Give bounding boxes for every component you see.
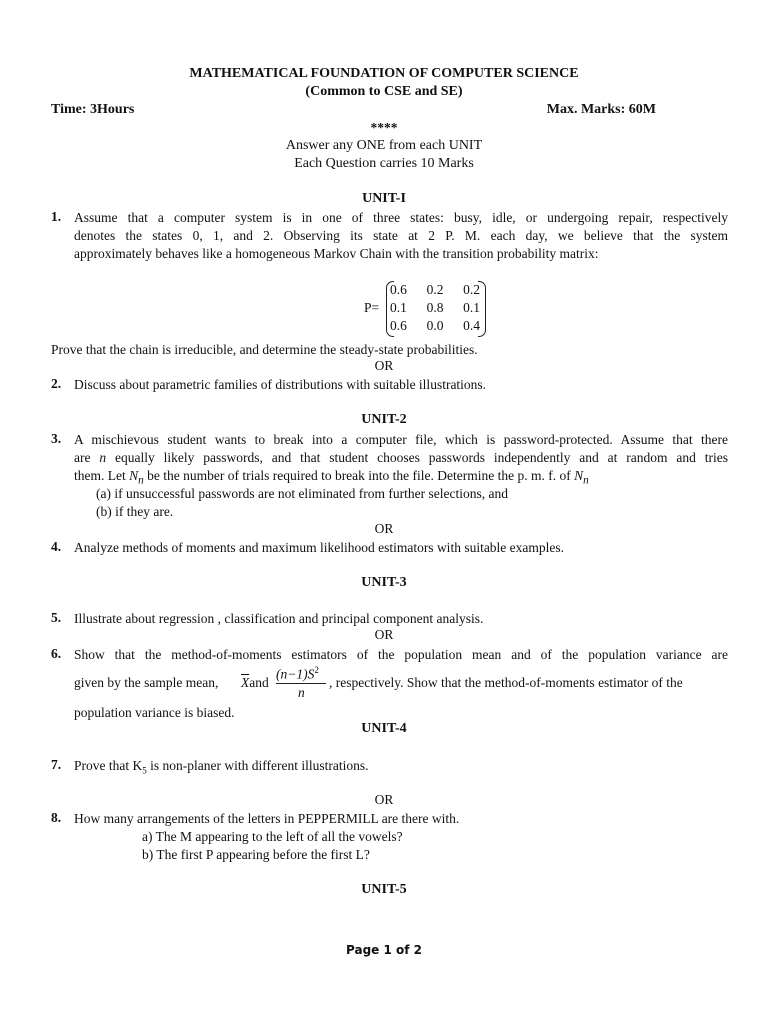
matrix-cell: 0.2 (463, 282, 480, 297)
math-symbol: N (574, 468, 584, 483)
matrix-row (390, 282, 480, 298)
question-4-text: Analyze methods of moments and maximum likelihood estimators with suitable examples. (74, 540, 565, 555)
or-separator: OR (374, 792, 394, 807)
question-3-line-1: A mischievous student wants to break into a computer file, which is password-protected. Assume that there (74, 432, 728, 447)
question-7-text (74, 757, 368, 780)
question-6-line-1: Show that the method-of-moments estimators of the population mean and of the population variance are (74, 647, 728, 662)
question-number-8: 8. (51, 810, 62, 825)
matrix-cell: 0.6 (390, 318, 407, 333)
question-1-line-1: Assume that a computer system is in one of three states: busy, idle, or undergoing repair, respectively (74, 210, 728, 225)
matrix-cell: 0.1 (463, 300, 480, 315)
page-number: Page 1 of 2 (346, 943, 422, 957)
subscript: 5 (142, 765, 147, 776)
unit-heading-4: UNIT-4 (361, 721, 407, 736)
text-segment: be the number of trials required to break into the file. Determine the p. m. f. of (143, 468, 575, 483)
or-separator: OR (374, 358, 394, 373)
text-segment: are (74, 450, 100, 465)
math-symbol: N (129, 468, 139, 483)
math-symbol: n (99, 450, 107, 465)
question-number-7: 7. (51, 757, 62, 772)
question-number-1: 1. (51, 209, 62, 224)
question-8-part-a: a) The M appearing to the left of all the vowels? (142, 829, 403, 844)
question-1-line-2: denotes the states 0, 1, and 2. Observing its state at 2 P. M. each day, we believe that the system (74, 228, 728, 243)
exam-subtitle: (Common to CSE and SE) (305, 84, 463, 99)
question-number-5: 5. (51, 610, 62, 625)
or-separator: OR (374, 627, 394, 642)
unit-heading-5: UNIT-5 (361, 882, 407, 897)
text-segment: Prove that K (74, 758, 143, 773)
question-3-part-a: (a) if unsuccessful passwords are not eliminated from further selections, and (96, 486, 508, 501)
question-number-6: 6. (51, 646, 62, 661)
fraction-denominator: n (298, 685, 305, 700)
exam-title: MATHEMATICAL FOUNDATION OF COMPUTER SCIENCE (189, 66, 579, 81)
question-8-part-b: b) The first P appearing before the first L? (142, 847, 370, 862)
exam-max-marks: Max. Marks: 60M (546, 102, 656, 117)
x-bar-symbol: $\overline{X}$ (241, 675, 250, 690)
unit-heading-1: UNIT-I (362, 191, 406, 206)
separator-stars: **** (370, 120, 398, 135)
instruction-line-2: Each Question carries 10 Marks (294, 156, 474, 171)
exam-time: Time: 3Hours (51, 102, 135, 117)
question-number-2: 2. (51, 376, 62, 391)
matrix-cell: 0.4 (463, 318, 480, 333)
matrix-right-bracket (478, 281, 486, 337)
question-5-text: Illustrate about regression , classification and principal component analysis. (74, 611, 484, 626)
question-3-line-2 (74, 449, 728, 467)
matrix-cell: 0.1 (390, 300, 407, 315)
question-3-part-b: (b) if they are. (96, 504, 174, 519)
question-1-line-4: Prove that the chain is irreducible, and determine the steady-state probabilities. (51, 342, 478, 357)
text-segment: is non-planer with different illustrations. (146, 758, 369, 773)
matrix-label: P= (364, 300, 380, 315)
question-8-text: How many arrangements of the letters in PEPPERMILL are there with. (74, 811, 460, 826)
text-segment: (n−1)S (276, 666, 315, 682)
text-segment: and (249, 675, 269, 690)
matrix-cell: 0.8 (426, 300, 444, 315)
math-subscript: n (583, 474, 589, 487)
question-6-line-2a: given by the sample mean, (74, 675, 219, 690)
question-2-text: Discuss about parametric families of distributions with suitable illustrations. (74, 377, 487, 392)
matrix-cell: 0.2 (426, 282, 444, 297)
fraction-bar (276, 683, 326, 684)
sample-mean-symbol (241, 674, 269, 692)
question-6-line-2b: , respectively. Show that the method-of-moments estimator of the (329, 675, 683, 690)
superscript: 2 (314, 665, 319, 675)
matrix-row (390, 300, 480, 316)
unit-heading-3: UNIT-3 (361, 575, 407, 590)
question-number-3: 3. (51, 431, 62, 446)
text-segment: them. Let (74, 468, 130, 483)
question-1-line-3: approximately behaves like a homogeneous Markov Chain with the transition probability matrix: (74, 246, 599, 261)
fraction-numerator (276, 665, 319, 683)
math-subscript: n (138, 474, 144, 487)
question-number-4: 4. (51, 539, 62, 554)
unit-heading-2: UNIT-2 (361, 412, 407, 427)
variance-fraction (276, 665, 328, 703)
matrix-cell: 0.0 (426, 318, 444, 333)
text-segment: equally likely passwords, and that student chooses passwords independently and at random and tries (106, 450, 729, 465)
question-6-line-3: population variance is biased. (74, 705, 235, 720)
matrix-row (390, 318, 480, 334)
instruction-line-1: Answer any ONE from each UNIT (285, 138, 483, 153)
matrix-cell: 0.6 (390, 282, 407, 297)
or-separator: OR (374, 521, 394, 536)
